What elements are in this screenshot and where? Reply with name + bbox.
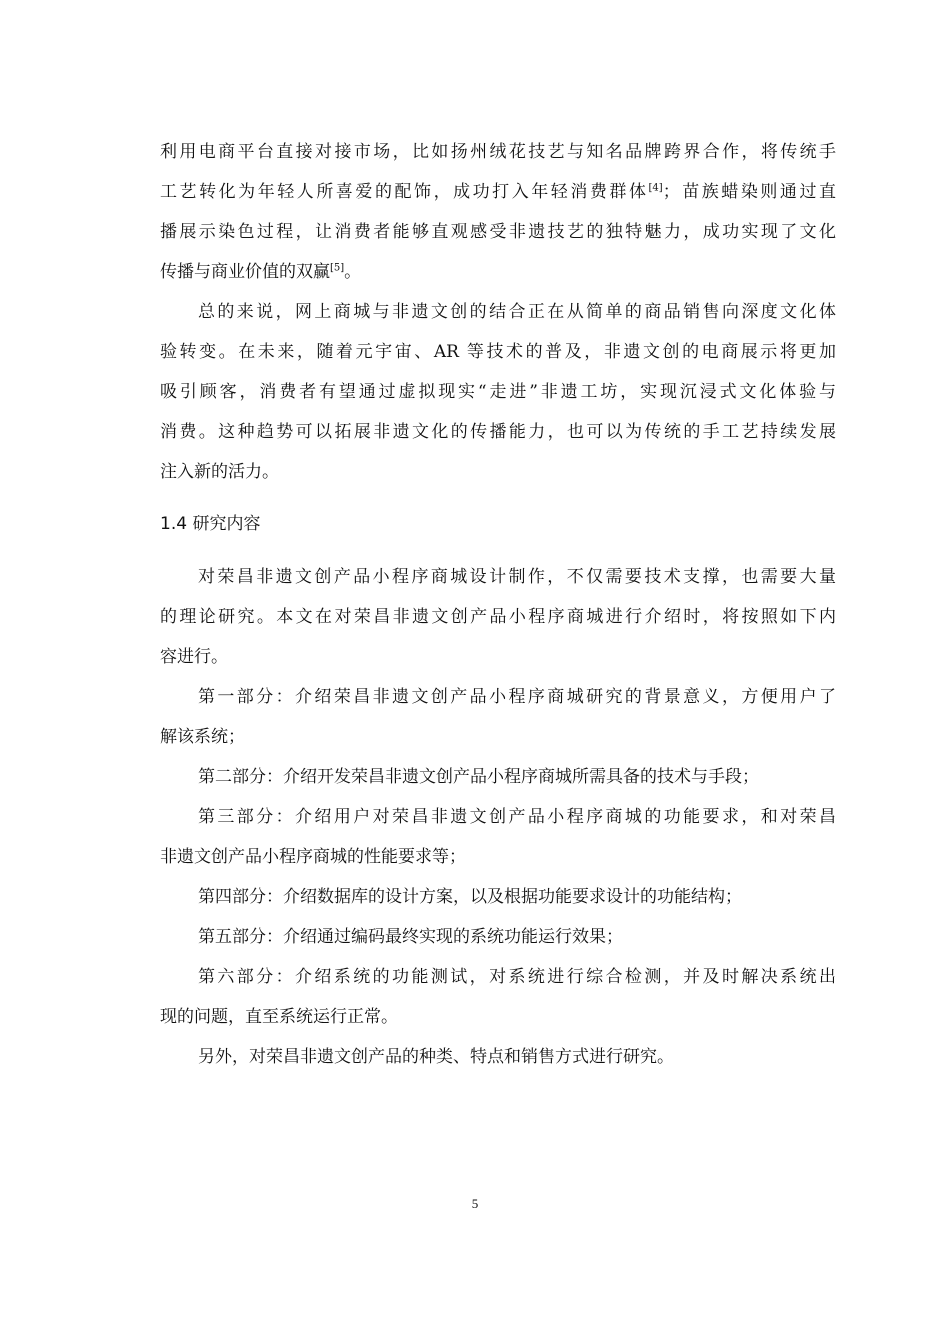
para1-line3: 播展示染色过程，让消费者能够直观感受非遗技艺的独特魅力，成功实现了文化 — [160, 222, 836, 242]
para2-line1: 总的来说，网上商城与非遗文创的结合正在从简单的商品销售向深度文化体 — [198, 302, 836, 322]
para3-line1: 对荣昌非遗文创产品小程序商城设计制作，不仅需要技术支撑，也需要大量 — [198, 567, 836, 587]
para1-line4-text: 传播与商业价值的双赢 — [160, 262, 330, 282]
para3-line2: 的理论研究。本文在对荣昌非遗文创产品小程序商城进行介绍时，将按照如下内 — [160, 607, 836, 627]
para1-line2-text: 工艺转化为年轻人所喜爱的配饰，成功打入年轻消费群体 — [160, 182, 649, 202]
citation-5: [5] — [330, 262, 345, 274]
para2-line5: 注入新的活力。 — [160, 462, 279, 482]
citation-4: [4] — [648, 182, 663, 194]
para2-line3: 吸引顾客，消费者有望通过虚拟现实“走进”非遗工坊，实现沉浸式文化体验与 — [160, 382, 836, 402]
para1-line1: 利用电商平台直接对接市场，比如扬州绒花技艺与知名品牌跨界合作，将传统手 — [160, 142, 836, 162]
part6-line2: 现的问题，直至系统运行正常。 — [160, 1007, 398, 1027]
extra-line: 另外，对荣昌非遗文创产品的种类、特点和销售方式进行研究。 — [198, 1047, 674, 1067]
page-number: 5 — [471, 1196, 479, 1211]
para2-line4: 消费。这种趋势可以拓展非遗文化的传播能力，也可以为传统的手工艺持续发展 — [160, 422, 836, 442]
para3-line3: 容进行。 — [160, 647, 228, 667]
para1-line4-tail: 。 — [344, 262, 362, 282]
para2-line2: 验转变。在未来，随着元宇宙、AR 等技术的普及，非遗文创的电商展示将更加 — [160, 342, 836, 362]
part2: 第二部分：介绍开发荣昌非遗文创产品小程序商城所需具备的技术与手段； — [198, 767, 759, 787]
part3-line2: 非遗文创产品小程序商城的性能要求等； — [160, 847, 466, 867]
part1-line1: 第一部分：介绍荣昌非遗文创产品小程序商城研究的背景意义，方便用户了 — [198, 687, 836, 707]
part1-line2: 解该系统； — [160, 727, 245, 747]
part3-line1: 第三部分：介绍用户对荣昌非遗文创产品小程序商城的功能要求，和对荣昌 — [198, 807, 836, 827]
part6-line1: 第六部分：介绍系统的功能测试，对系统进行综合检测，并及时解决系统出 — [198, 967, 836, 987]
para1-line2 — [160, 182, 836, 202]
part4: 第四部分：介绍数据库的设计方案，以及根据功能要求设计的功能结构； — [198, 887, 742, 907]
part5: 第五部分：介绍通过编码最终实现的系统功能运行效果； — [198, 927, 623, 947]
para1-line2-tail: ；苗族蜡染则通过直 — [662, 182, 837, 202]
section-heading: 1.4 研究内容 — [160, 514, 261, 534]
para1-line4 — [160, 262, 836, 282]
